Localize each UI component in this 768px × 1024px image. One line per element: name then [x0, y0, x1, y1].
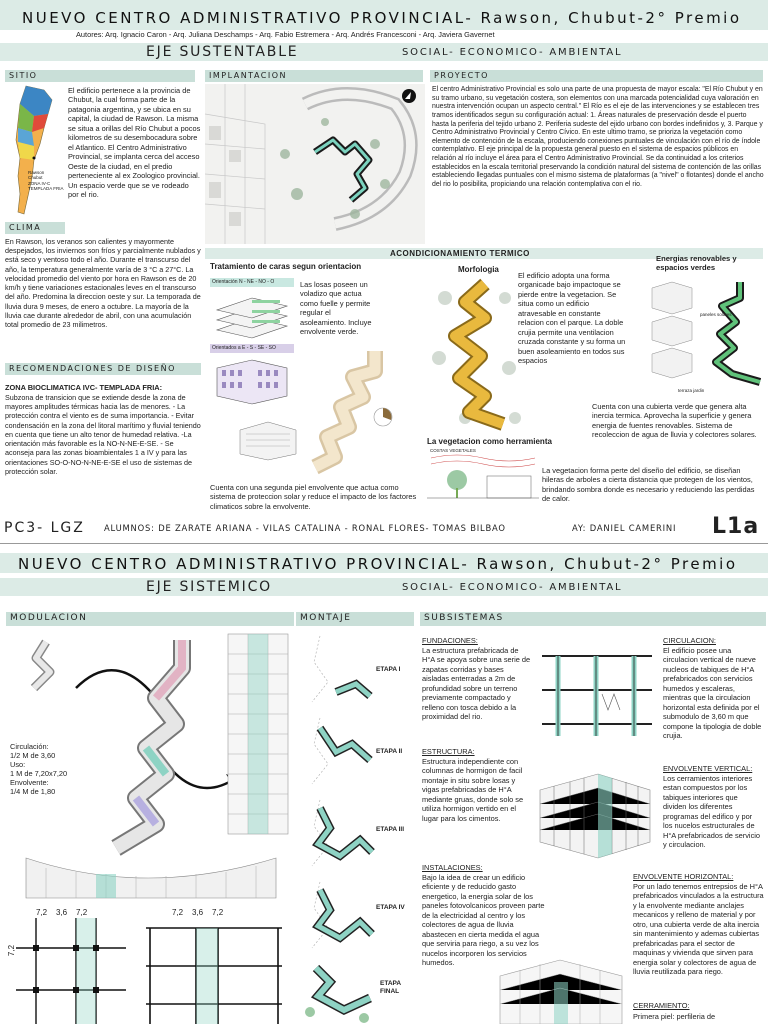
recomendaciones-text: Subzona de transicion que se extiende desde la zona de mayores amplitudes térmicas hacia las de menores. - La protección contra el viento es de suma importancia. - Evitar condensación en la zona del litoral marítimo y fluvial teniendo en cuenta que tiene un alto tenor de humedad relativa. -La orientación más favorable es la NO-N-NE-E-SE. - Se aconseja para las zonas bioambientales 1 a IV y para las orientaciones SO-O-NO-N-NE-E-SE el uso de sistemas de protección solar.	[5, 393, 201, 476]
costas-label: COSTAS VEGETALES	[430, 448, 476, 453]
fundaciones-section	[538, 650, 656, 740]
vegetacion-diagram	[427, 450, 539, 505]
footer-sheet: L1a	[712, 514, 760, 539]
vegetacion-text: La vegetacion forma perte del diseño del edificio, se diseñan hileras de arboles a cierta distancia que protegen de los vientos, brindando sombra donde es necesario y reduciendo las perdidas de calor.	[542, 466, 755, 504]
top-axis-band	[0, 43, 768, 61]
clima-text: En Rawson, los veranos son calientes y mayormente despejados, los inviernos son fríos y parcialmente nublados y está seco y ventoso todo el año. Durante el transcurso del año, la temperatura generalmente varía de 3 °C a 27°C. La velocidad promedio del viento por hora en Rawson es de 20 km/h y tiene variaciones estacionales leves en el transcurso del año. Predomina la direccion oeste y sur. La temporada de lluvia dura 9 meses, de enero a octubre. La mayoría de la lluvia cae durante alrededor de abril, con una acumulación total promedio de 23 milimetros.	[5, 237, 201, 329]
caras-title: Tratamiento de caras segun orientacion	[210, 262, 362, 271]
mod-circ-label: Circulación:	[10, 742, 49, 751]
cerramiento-text: Primera piel: perfileria de	[633, 1012, 716, 1021]
montaje-diagram	[300, 632, 380, 1024]
board-divider	[0, 543, 768, 544]
cerramiento-header: CERRAMIENTO:	[633, 1001, 690, 1010]
top-authors: Autores: Arq. Ignacio Caron - Arq. Juliana Deschamps - Arq. Fabio Estremera - Arq. Andrés Francesconi - Arq. Javiera Gavernet	[76, 30, 495, 39]
instalaciones-header: INSTALACIONES:	[422, 863, 483, 872]
fundaciones-header: FUNDACIONES:	[422, 636, 478, 645]
sitio-header: SITIO	[5, 70, 195, 82]
bottom-title: NUEVO CENTRO ADMINISTRATIVO PROVINCIAL- Rawson, Chubut-2° Premio	[18, 555, 738, 573]
section-grid-b	[140, 918, 288, 1024]
proyecto-header: PROYECTO	[430, 70, 763, 82]
envolvente-horizontal-header: ENVOLVENTE HORIZONTAL:	[633, 872, 734, 881]
montaje-header: MONTAJE	[296, 612, 414, 626]
building-detail-axo	[238, 420, 298, 460]
clima-header: CLIMA	[5, 222, 65, 234]
dims-b: 7,2 3,6 7,2	[172, 908, 224, 917]
plan-grid-a	[16, 918, 126, 1024]
etapa-final: ETAPA FINAL	[380, 980, 401, 995]
losas-text: Las losas poseen un voladizo que actua como fuelle y permite regular el asoleamiento. Incluye envolvente verde.	[300, 280, 372, 337]
sitio-map-label: Rawson Chubut ZONA IV-C TEMPLADA FRIA	[28, 170, 64, 192]
argentina-map	[4, 84, 66, 218]
building-purple-axo	[212, 356, 292, 404]
modulacion-diagram	[6, 628, 296, 898]
energias-text: Cuenta con una cubierta verde que genera alta inercia termica. Aprovecha la superficie y genera energia de fuentes renovables. Sistema de recoleccion de agua de lluvia y colectores solares.	[592, 402, 757, 440]
footer-course: PC3- LGZ	[4, 520, 85, 536]
circulacion-header: CIRCULACION:	[663, 636, 716, 645]
recomendaciones-title: ZONA BIOCLIMATICA IVC- TEMPLADA FRIA:	[5, 383, 163, 392]
paneles-label: paneles solares	[700, 312, 732, 317]
fundaciones-text: La estructura prefabricada de H°A se apoya sobre una serie de zapatas corridas y bases aisladas enterradas a 2m de profundidad sobre un terreno previamente compactado y relleno con tosca debido a la proximidad del rio.	[422, 646, 531, 722]
top-axis-right: SOCIAL- ECONOMICO- AMBIENTAL	[402, 47, 623, 58]
implantacion-plan	[205, 84, 425, 244]
sitio-text: El edificio pertenece a la provincia de Chubut, la cual forma parte de la patagonia argentina, y se ubica en su capital, la ciudad de Rawson. La misma se situa a orillas del Río Chubut a pocos kilometros de su desembocadura sobre el Atlantico. El Centro Administrativo Provincial, se implanta cerca del acceso Oeste de la ciudad, en el predio perteneciente al ex Zoologico provincial. Un espacio verde que se ve rodeado por el rio.	[68, 86, 201, 200]
etapa-4: ETAPA IV	[376, 904, 405, 911]
recomendaciones-header: RECOMENDACIONES DE DISEÑO	[5, 363, 201, 375]
energias-title: Energias renovables y espacios verdes	[656, 254, 737, 273]
morfologia-title: Morfologia	[458, 265, 499, 274]
energias-axo	[650, 278, 765, 388]
subsistemas-header: SUBSISTEMAS	[420, 612, 766, 626]
instalaciones-axo	[494, 952, 628, 1024]
piel-text: Cuenta con una segunda piel envolvente que actua como sistema de proteccion solar y reduce el impacto de los factores climaticos sobre la envolvente.	[210, 483, 417, 511]
estructura-text: Estructura independiente con columnas de hormigon de facil montaje in situ sobre losas y vigas prefabricadas de H°A mediante gruas, donde solo se utiliza hormigon vertido en el lugar para los cimentos.	[422, 757, 524, 823]
top-axis-title: EJE SUSTENTABLE	[146, 44, 299, 60]
proyecto-text: El centro Administrativo Provincial es solo una parte de una propuesta de mayor escala: "El Río Chubut y en su tramo urbano, su vegetación costera, son elementos con una marcada potencialidad cuya valoración en nuestra intervención ocupan un aspecto central." El Río es el eje de las intervenciones y se establecen tres tramos identificados segun su configuración actual: 1. Áreas naturales de preservación desde el puerto hasta la periferia del tejido urbano 2. Periferia sudeste del ejido urbano con bordes indefinidos y, 3. Parque y Centro Administrativo Provincial y Centro Cívico. En este ultimo tramo, se prioriza la vegetación como elemento de contención de la escala, produciendo conexiones puntuales de vinculación con el río de índole contemplativo. El eje principal de la propuesta general puesto en el sistema de espacios públicos en relación al río incluye el área para el Centro Administrativo Provincial. Se da continuidad a los criterios establecidos en la escala territorial preservando la condición natural del sistema de contención de las orillas estableciendo llegadas puntuales con el mismo sistema de plataformas (a "nivel" o flotantes) donde el ancho del rio lo posibilita, propiciando una relación contemplativa con el rio.	[432, 86, 764, 188]
orient1-label: Orientación N - NE - NO - O	[210, 278, 294, 287]
morfologia-text: El edificio adopta una forma organicade bajo impactoque se pierde entre la vegetacion. Se situa como un edificio atravesable en constante relacion con el parque. La doble crujia permite una ventilacion cruzada constante y su forma un buen asoleamiento en todos sus espacios	[518, 271, 626, 366]
mod-circ-value: 1/2 M de 3,60	[10, 751, 56, 760]
envolvente-vertical-text: Los cerramientos interiores estan compuestos por los tabiques interiores que dividen los diferentes programas del edifico y por los nucelos estructurales de H°A prefabricados de servicio y circulacion.	[663, 774, 761, 850]
estructura-header: ESTRUCTURA:	[422, 747, 475, 756]
modulacion-header: MODULACION	[6, 612, 294, 626]
terraza-label: terraza jardin	[678, 388, 705, 393]
bottom-axis-title: EJE SISTEMICO	[146, 579, 272, 595]
instalaciones-text: Bajo la idea de crear un edificio eficiente y de reducido gasto energetico, la energia solar de los paneles fotovolcanicos proveen parte de la electricidad al centro y los colectores de agua de lluvia abastecen en cierta medida el agua que serviria para riego, a su vez los nucelos incorporen los servicios humedos.	[422, 873, 545, 968]
mod-env-label: Envolvente:	[10, 778, 49, 787]
building-green-axo	[212, 290, 292, 340]
envolvente-vertical-header: ENVOLVENTE VERTICAL:	[663, 764, 753, 773]
mod-uso-value: 1 M de 7,20x7,20	[10, 769, 68, 778]
acond-header: ACONDICIONAMIENTO TERMICO	[390, 249, 530, 258]
dim-side: 7,2	[7, 944, 17, 957]
footer-students: ALUMNOS: DE ZARATE ARIANA - VILAS CATALINA - RONAL FLORES- TOMAS BILBAO	[104, 523, 506, 533]
dims-a: 7,2 3,6 7,2	[36, 908, 88, 917]
vegetacion-title: La vegetacion como herramienta	[427, 437, 552, 446]
mod-env-value: 1/4 M de 1,80	[10, 787, 56, 796]
etapa-3: ETAPA III	[376, 826, 405, 833]
orient2-label: Orientados a E - S - SE - SO	[210, 344, 294, 353]
etapa-1: ETAPA I	[376, 666, 401, 673]
top-title: NUEVO CENTRO ADMINISTRATIVO PROVINCIAL- Rawson, Chubut-2° Premio	[22, 9, 742, 27]
circulacion-text: El edificio posee una circulacion vertical de nueve nucleos de tabiques de H°A prefabricados con servicios humedos y escaleras, mientras que la circulacion horizontal esta definida por el submodulo de 3,60 m que compone la tipologia de doble crujia.	[663, 646, 762, 741]
footer-ay: AY: DANIEL CAMERINI	[572, 523, 677, 533]
estructura-axo	[534, 768, 654, 858]
mod-uso-label: Uso:	[10, 760, 26, 769]
sun-diagram	[370, 404, 396, 430]
envolvente-horizontal-text: Por un lado tenemos entrepsios de H°A prefabricados vinculados a la estructura y la envolvente mediante anclajes mecanicos y relleno de material y por otro, una cubierta verde de alta inercia sin mantenimiento y ademas cubiertas prefabricadas para el sector de maquinas y vivienda que sirven para energia solar y colectores de agua de lluvia reutilizada para riego.	[633, 882, 764, 977]
bottom-axis-right: SOCIAL- ECONOMICO- AMBIENTAL	[402, 582, 623, 593]
bottom-axis-band	[0, 578, 768, 596]
etapa-2: ETAPA II	[376, 748, 403, 755]
morfologia-axo	[425, 278, 525, 433]
implantacion-header: IMPLANTACION	[205, 70, 423, 82]
